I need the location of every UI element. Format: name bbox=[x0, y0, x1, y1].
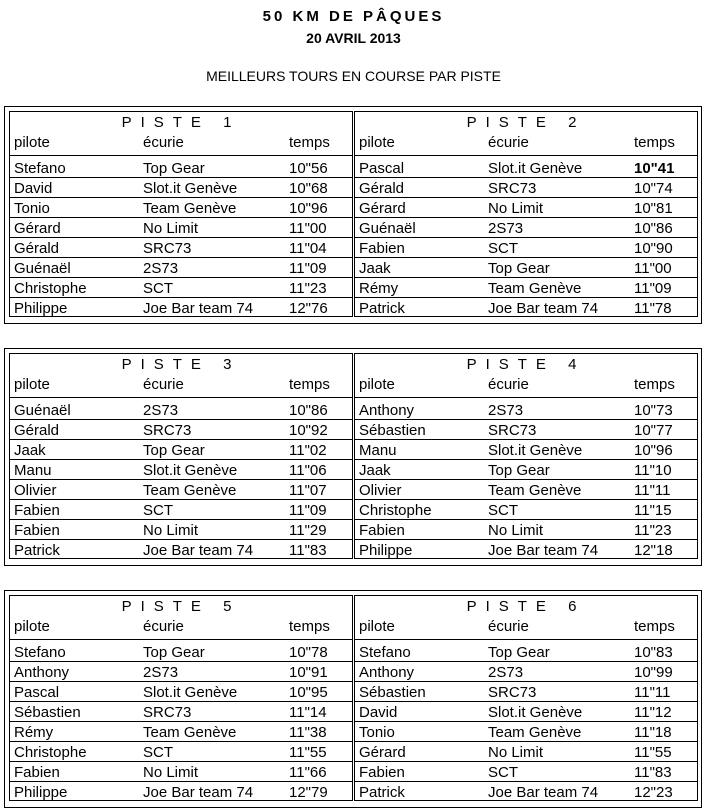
table-row bbox=[10, 662, 352, 682]
cell-pilote: Fabien bbox=[359, 522, 405, 539]
header-divider bbox=[355, 397, 697, 398]
cell-temps: 10"56 bbox=[289, 160, 328, 177]
table-row bbox=[10, 298, 352, 318]
cell-ecurie: SCT bbox=[488, 502, 518, 519]
cell-temps: 10"92 bbox=[289, 422, 328, 439]
cell-ecurie: 2S73 bbox=[143, 260, 179, 277]
cell-ecurie: 2S73 bbox=[143, 664, 179, 681]
cell-pilote: Stefano bbox=[14, 160, 66, 177]
cell-temps: 11"11 bbox=[634, 482, 671, 499]
cell-temps: 11"83 bbox=[289, 542, 327, 559]
piste-rows bbox=[355, 158, 697, 318]
cell-ecurie: Joe Bar team 74 bbox=[143, 784, 254, 801]
table-row bbox=[355, 440, 697, 460]
cell-temps: 10"81 bbox=[634, 200, 673, 217]
cell-ecurie: SCT bbox=[143, 502, 173, 519]
cell-ecurie: 2S73 bbox=[143, 402, 179, 419]
cell-pilote: Patrick bbox=[359, 784, 405, 801]
cell-pilote: Manu bbox=[14, 462, 52, 479]
cell-ecurie: Team Genève bbox=[488, 724, 582, 741]
table-row bbox=[355, 198, 697, 218]
column-header-ecurie: écurie bbox=[143, 134, 184, 151]
cell-ecurie: Top Gear bbox=[143, 160, 205, 177]
cell-temps: 11"55 bbox=[634, 744, 672, 761]
cell-temps: 10"86 bbox=[634, 220, 673, 237]
column-header-pilote: pilote bbox=[14, 134, 50, 151]
table-row bbox=[10, 500, 352, 520]
cell-pilote: Guénaël bbox=[359, 220, 416, 237]
cell-temps: 10"77 bbox=[634, 422, 673, 439]
cell-pilote: Christophe bbox=[14, 744, 87, 761]
cell-pilote: Manu bbox=[359, 442, 397, 459]
page-subtitle: MEILLEURS TOURS EN COURSE PAR PISTE bbox=[206, 68, 501, 84]
cell-ecurie: Joe Bar team 74 bbox=[488, 300, 599, 317]
cell-ecurie: SCT bbox=[488, 240, 518, 257]
column-header-pilote: pilote bbox=[14, 376, 50, 393]
cell-ecurie: SRC73 bbox=[488, 180, 537, 197]
piste-title: PISTE 5 bbox=[121, 598, 241, 615]
table-row bbox=[355, 460, 697, 480]
cell-ecurie: Slot.it Genève bbox=[143, 462, 238, 479]
cell-ecurie: Joe Bar team 74 bbox=[488, 784, 599, 801]
column-header-pilote: pilote bbox=[359, 618, 395, 635]
cell-pilote: Tonio bbox=[14, 200, 50, 217]
cell-temps: 11"09 bbox=[289, 502, 327, 519]
table-row bbox=[355, 722, 697, 742]
table-row bbox=[10, 460, 352, 480]
cell-pilote: Patrick bbox=[359, 300, 405, 317]
cell-ecurie: Team Genève bbox=[143, 482, 237, 499]
header-divider bbox=[355, 639, 697, 640]
table-row bbox=[10, 520, 352, 540]
cell-ecurie: Team Genève bbox=[143, 724, 237, 741]
cell-ecurie: Joe Bar team 74 bbox=[143, 300, 254, 317]
cell-pilote: Gérard bbox=[359, 200, 406, 217]
cell-temps: 11"12 bbox=[634, 704, 672, 721]
cell-ecurie: SRC73 bbox=[488, 684, 537, 701]
column-header-pilote: pilote bbox=[359, 376, 395, 393]
cell-ecurie: No Limit bbox=[488, 522, 544, 539]
cell-ecurie: No Limit bbox=[143, 764, 199, 781]
cell-temps: 11"00 bbox=[289, 220, 327, 237]
table-row bbox=[355, 158, 697, 178]
cell-ecurie: Slot.it Genève bbox=[488, 442, 583, 459]
cell-pilote: Olivier bbox=[14, 482, 57, 499]
cell-pilote: Stefano bbox=[14, 644, 66, 661]
cell-pilote: Anthony bbox=[14, 664, 70, 681]
cell-pilote: Fabien bbox=[14, 502, 60, 519]
cell-pilote: Gérald bbox=[359, 180, 405, 197]
piste-rows bbox=[355, 642, 697, 802]
table-row bbox=[10, 762, 352, 782]
cell-ecurie: Slot.it Genève bbox=[143, 684, 238, 701]
cell-pilote: Anthony bbox=[359, 402, 415, 419]
piste-table-4 bbox=[354, 353, 698, 559]
piste-table-6 bbox=[354, 595, 698, 801]
table-row bbox=[10, 258, 352, 278]
column-header-temps: temps bbox=[289, 618, 330, 635]
cell-pilote: Rémy bbox=[359, 280, 399, 297]
cell-temps: 11"00 bbox=[634, 260, 672, 277]
cell-temps: 10"41 bbox=[634, 160, 675, 177]
cell-pilote: Fabien bbox=[359, 240, 405, 257]
table-row bbox=[355, 298, 697, 318]
event-date: 20 AVRIL 2013 bbox=[306, 30, 401, 46]
table-row bbox=[10, 400, 352, 420]
table-row bbox=[10, 702, 352, 722]
piste-title: PISTE 2 bbox=[466, 114, 586, 131]
cell-temps: 10"68 bbox=[289, 180, 328, 197]
column-header-temps: temps bbox=[634, 134, 675, 151]
cell-pilote: Gérald bbox=[14, 240, 60, 257]
cell-temps: 11"55 bbox=[289, 744, 327, 761]
cell-pilote: Tonio bbox=[359, 724, 395, 741]
cell-pilote: Gérald bbox=[14, 422, 60, 439]
cell-temps: 11"78 bbox=[634, 300, 672, 317]
cell-ecurie: SRC73 bbox=[143, 704, 192, 721]
cell-temps: 11"29 bbox=[289, 522, 327, 539]
table-row bbox=[355, 702, 697, 722]
cell-pilote: Guénaël bbox=[14, 402, 71, 419]
table-row bbox=[10, 238, 352, 258]
table-row bbox=[355, 480, 697, 500]
cell-ecurie: No Limit bbox=[488, 200, 544, 217]
piste-table-1 bbox=[9, 111, 353, 317]
cell-ecurie: Top Gear bbox=[488, 260, 550, 277]
cell-temps: 10"96 bbox=[634, 442, 673, 459]
piste-title: PISTE 3 bbox=[121, 356, 241, 373]
cell-ecurie: Top Gear bbox=[488, 462, 550, 479]
table-row bbox=[355, 782, 697, 802]
cell-pilote: Christophe bbox=[14, 280, 87, 297]
cell-temps: 12"23 bbox=[634, 784, 673, 801]
piste-table-3 bbox=[9, 353, 353, 559]
table-row bbox=[355, 662, 697, 682]
header-divider bbox=[355, 155, 697, 156]
cell-ecurie: SCT bbox=[143, 280, 173, 297]
cell-temps: 11"09 bbox=[289, 260, 327, 277]
table-row bbox=[355, 420, 697, 440]
cell-temps: 11"38 bbox=[289, 724, 327, 741]
cell-ecurie: Top Gear bbox=[488, 644, 550, 661]
piste-table-2 bbox=[354, 111, 698, 317]
cell-pilote: Philippe bbox=[359, 542, 413, 559]
table-row bbox=[355, 540, 697, 560]
piste-row-1-2 bbox=[4, 106, 702, 324]
page-title: 50 KM DE PÂQUES bbox=[262, 8, 445, 25]
cell-pilote: Jaak bbox=[359, 260, 391, 277]
cell-pilote: Jaak bbox=[14, 442, 46, 459]
cell-temps: 10"78 bbox=[289, 644, 328, 661]
piste-title: PISTE 6 bbox=[466, 598, 586, 615]
cell-ecurie: Slot.it Genève bbox=[143, 180, 238, 197]
cell-pilote: Fabien bbox=[14, 764, 60, 781]
piste-title: PISTE 1 bbox=[121, 114, 241, 131]
cell-ecurie: Team Genève bbox=[143, 200, 237, 217]
cell-temps: 11"23 bbox=[289, 280, 327, 297]
table-row bbox=[10, 420, 352, 440]
table-row bbox=[355, 520, 697, 540]
cell-pilote: David bbox=[359, 704, 398, 721]
cell-temps: 11"10 bbox=[634, 462, 672, 479]
cell-temps: 11"83 bbox=[634, 764, 672, 781]
cell-pilote: Stefano bbox=[359, 644, 411, 661]
cell-pilote: Guénaël bbox=[14, 260, 71, 277]
cell-pilote: Rémy bbox=[14, 724, 54, 741]
cell-ecurie: 2S73 bbox=[488, 664, 524, 681]
table-row bbox=[355, 178, 697, 198]
cell-ecurie: No Limit bbox=[143, 522, 199, 539]
table-row bbox=[10, 722, 352, 742]
cell-temps: 10"86 bbox=[289, 402, 328, 419]
table-row bbox=[10, 540, 352, 560]
table-row bbox=[355, 682, 697, 702]
piste-rows bbox=[10, 400, 352, 560]
cell-ecurie: Team Genève bbox=[488, 482, 582, 499]
cell-ecurie: Top Gear bbox=[143, 644, 205, 661]
column-header-temps: temps bbox=[289, 134, 330, 151]
cell-ecurie: SCT bbox=[143, 744, 173, 761]
cell-temps: 11"09 bbox=[634, 280, 672, 297]
column-header-temps: temps bbox=[289, 376, 330, 393]
table-row bbox=[355, 258, 697, 278]
cell-temps: 11"06 bbox=[289, 462, 327, 479]
cell-temps: 11"04 bbox=[289, 240, 327, 257]
header-divider bbox=[10, 397, 352, 398]
cell-pilote: Jaak bbox=[359, 462, 391, 479]
table-row bbox=[355, 762, 697, 782]
cell-pilote: Gérard bbox=[14, 220, 61, 237]
table-row bbox=[355, 218, 697, 238]
cell-ecurie: Joe Bar team 74 bbox=[143, 542, 254, 559]
cell-temps: 10"74 bbox=[634, 180, 673, 197]
cell-ecurie: Joe Bar team 74 bbox=[488, 542, 599, 559]
cell-ecurie: Slot.it Genève bbox=[488, 160, 583, 177]
column-header-ecurie: écurie bbox=[143, 376, 184, 393]
table-row bbox=[355, 500, 697, 520]
table-row bbox=[10, 642, 352, 662]
column-header-temps: temps bbox=[634, 376, 675, 393]
table-row bbox=[355, 742, 697, 762]
cell-temps: 10"91 bbox=[289, 664, 328, 681]
cell-temps: 11"15 bbox=[634, 502, 672, 519]
column-header-pilote: pilote bbox=[14, 618, 50, 635]
cell-ecurie: SCT bbox=[488, 764, 518, 781]
cell-temps: 10"95 bbox=[289, 684, 328, 701]
header-divider bbox=[10, 639, 352, 640]
table-row bbox=[355, 238, 697, 258]
cell-pilote: Christophe bbox=[359, 502, 432, 519]
table-row bbox=[10, 198, 352, 218]
cell-pilote: Fabien bbox=[14, 522, 60, 539]
cell-temps: 11"11 bbox=[634, 684, 671, 701]
cell-ecurie: Top Gear bbox=[143, 442, 205, 459]
cell-pilote: Sébastien bbox=[359, 684, 426, 701]
table-row bbox=[10, 480, 352, 500]
cell-pilote: Sébastien bbox=[359, 422, 426, 439]
cell-temps: 10"99 bbox=[634, 664, 673, 681]
cell-ecurie: No Limit bbox=[143, 220, 199, 237]
cell-temps: 12"18 bbox=[634, 542, 673, 559]
cell-temps: 10"83 bbox=[634, 644, 673, 661]
table-row bbox=[10, 742, 352, 762]
cell-ecurie: 2S73 bbox=[488, 402, 524, 419]
column-header-ecurie: écurie bbox=[488, 376, 529, 393]
table-row bbox=[10, 278, 352, 298]
cell-ecurie: No Limit bbox=[488, 744, 544, 761]
cell-ecurie: Team Genève bbox=[488, 280, 582, 297]
cell-pilote: Pascal bbox=[359, 160, 405, 177]
column-header-temps: temps bbox=[634, 618, 675, 635]
piste-rows bbox=[10, 642, 352, 802]
column-header-ecurie: écurie bbox=[488, 618, 529, 635]
piste-rows bbox=[10, 158, 352, 318]
cell-temps: 10"73 bbox=[634, 402, 673, 419]
cell-ecurie: SRC73 bbox=[143, 240, 192, 257]
column-header-ecurie: écurie bbox=[488, 134, 529, 151]
piste-row-3-4 bbox=[4, 348, 702, 566]
cell-pilote: Philippe bbox=[14, 784, 68, 801]
piste-row-5-6 bbox=[4, 590, 702, 808]
cell-pilote: Anthony bbox=[359, 664, 415, 681]
cell-temps: 11"14 bbox=[289, 704, 327, 721]
cell-temps: 11"07 bbox=[289, 482, 327, 499]
column-header-ecurie: écurie bbox=[143, 618, 184, 635]
cell-pilote: Gérard bbox=[359, 744, 406, 761]
cell-pilote: Patrick bbox=[14, 542, 60, 559]
table-row bbox=[355, 642, 697, 662]
cell-temps: 12"76 bbox=[289, 300, 328, 317]
cell-temps: 11"23 bbox=[634, 522, 672, 539]
cell-pilote: Pascal bbox=[14, 684, 60, 701]
table-row bbox=[355, 400, 697, 420]
cell-ecurie: Slot.it Genève bbox=[488, 704, 583, 721]
header-divider bbox=[10, 155, 352, 156]
table-row bbox=[10, 440, 352, 460]
table-row bbox=[10, 178, 352, 198]
table-row bbox=[355, 278, 697, 298]
table-row bbox=[10, 218, 352, 238]
cell-temps: 10"90 bbox=[634, 240, 673, 257]
piste-title: PISTE 4 bbox=[466, 356, 586, 373]
cell-ecurie: 2S73 bbox=[488, 220, 524, 237]
column-header-pilote: pilote bbox=[359, 134, 395, 151]
cell-pilote: Olivier bbox=[359, 482, 402, 499]
table-row bbox=[10, 782, 352, 802]
piste-table-5 bbox=[9, 595, 353, 801]
cell-temps: 11"02 bbox=[289, 442, 327, 459]
cell-pilote: Fabien bbox=[359, 764, 405, 781]
piste-rows bbox=[355, 400, 697, 560]
cell-temps: 12"79 bbox=[289, 784, 328, 801]
table-row bbox=[10, 158, 352, 178]
cell-temps: 11"18 bbox=[634, 724, 672, 741]
cell-ecurie: SRC73 bbox=[143, 422, 192, 439]
cell-temps: 11"66 bbox=[289, 764, 327, 781]
table-row bbox=[10, 682, 352, 702]
cell-temps: 10"96 bbox=[289, 200, 328, 217]
cell-pilote: Sébastien bbox=[14, 704, 81, 721]
cell-pilote: Philippe bbox=[14, 300, 68, 317]
cell-ecurie: SRC73 bbox=[488, 422, 537, 439]
cell-pilote: David bbox=[14, 180, 53, 197]
